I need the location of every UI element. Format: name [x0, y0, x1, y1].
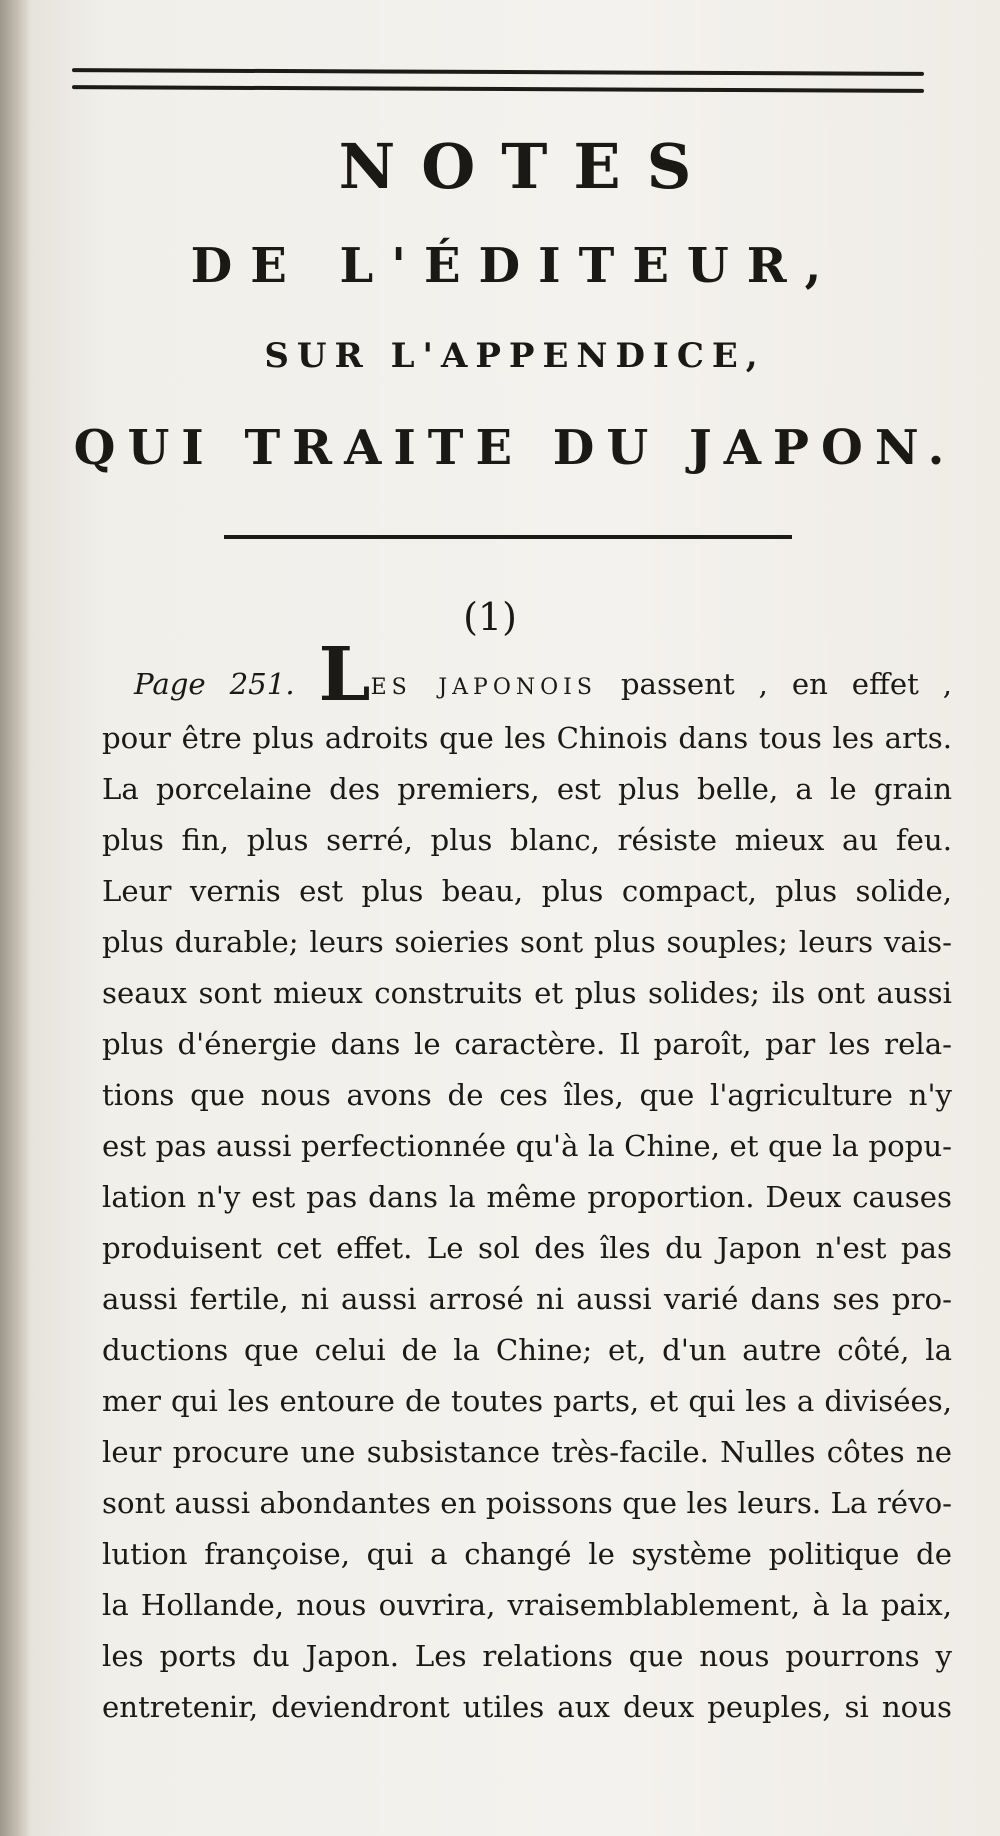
note-number: (1) — [463, 595, 517, 639]
title-sur-lappendice: SUR L'APPENDICE, — [264, 336, 766, 376]
title-qui-traite-du-japon: QUI TRAITE DU JAPON. — [73, 420, 957, 476]
text-line: tions que nous avons de ces îles, que l'agriculture n'y — [102, 1078, 952, 1112]
top-double-rule-lower — [72, 85, 924, 93]
text-line: La porcelaine des premiers, est plus belle, a le grain — [102, 772, 952, 806]
text-line: sont aussi abondantes en poissons que les leurs. La révo- — [102, 1486, 952, 1520]
text-line: aussi fertile, ni aussi arrosé ni aussi varié dans ses pro- — [102, 1282, 952, 1316]
title-notes: NOTES — [338, 130, 718, 203]
note-body — [102, 632, 953, 1733]
text-line: mer qui les entoure de toutes parts, et qui les a divisées, — [102, 1384, 952, 1418]
text-line: produisent cet effet. Le sol des îles du Japon n'est pas — [102, 1231, 952, 1265]
text-line: lution françoise, qui a changé le système politique de — [102, 1537, 952, 1571]
text-line: la Hollande, nous ouvrira, vraisemblablement, à la paix, — [102, 1588, 952, 1622]
text-line: entretenir, deviendront utiles aux deux peuples, si nous — [102, 1690, 952, 1724]
top-double-rule-upper — [72, 68, 924, 76]
book-spine-edge — [0, 0, 30, 1836]
text-line: pour être plus adroits que les Chinois dans tous les arts. — [102, 721, 952, 755]
text-line: seaux sont mieux construits et plus solides; ils ont aussi — [102, 976, 952, 1010]
section-divider-rule — [224, 535, 792, 539]
text-line: plus fin, plus serré, plus blanc, résiste mieux au feu. — [102, 823, 952, 857]
title-de-lediteur: DE L'ÉDITEUR, — [190, 238, 840, 294]
text-line: les ports du Japon. Les relations que nous pourrons y — [102, 1639, 952, 1673]
text-line: est pas aussi perfectionnée qu'à la Chine, et que la popu- — [102, 1129, 952, 1163]
text-line: plus durable; leurs soieries sont plus souples; leurs vais- — [102, 925, 952, 959]
text-line: leur procure une subsistance très-facile. Nulles côtes ne — [102, 1435, 952, 1469]
first-line-rest: passent , en effet , — [620, 667, 953, 701]
book-page — [30, 0, 1000, 1836]
text-line: plus d'énergie dans le caractère. Il paroît, par les rela- — [102, 1027, 952, 1061]
opening-small-caps: ES JAPONOIS — [370, 675, 597, 700]
drop-cap: L — [318, 632, 371, 718]
note-first-line — [102, 632, 953, 718]
text-line: lation n'y est pas dans la même proportion. Deux causes — [102, 1180, 952, 1214]
page-reference: Page 251. — [134, 667, 295, 701]
text-line: ductions que celui de la Chine; et, d'un autre côté, la — [102, 1333, 952, 1367]
text-line: Leur vernis est plus beau, plus compact, plus solide, — [102, 874, 952, 908]
